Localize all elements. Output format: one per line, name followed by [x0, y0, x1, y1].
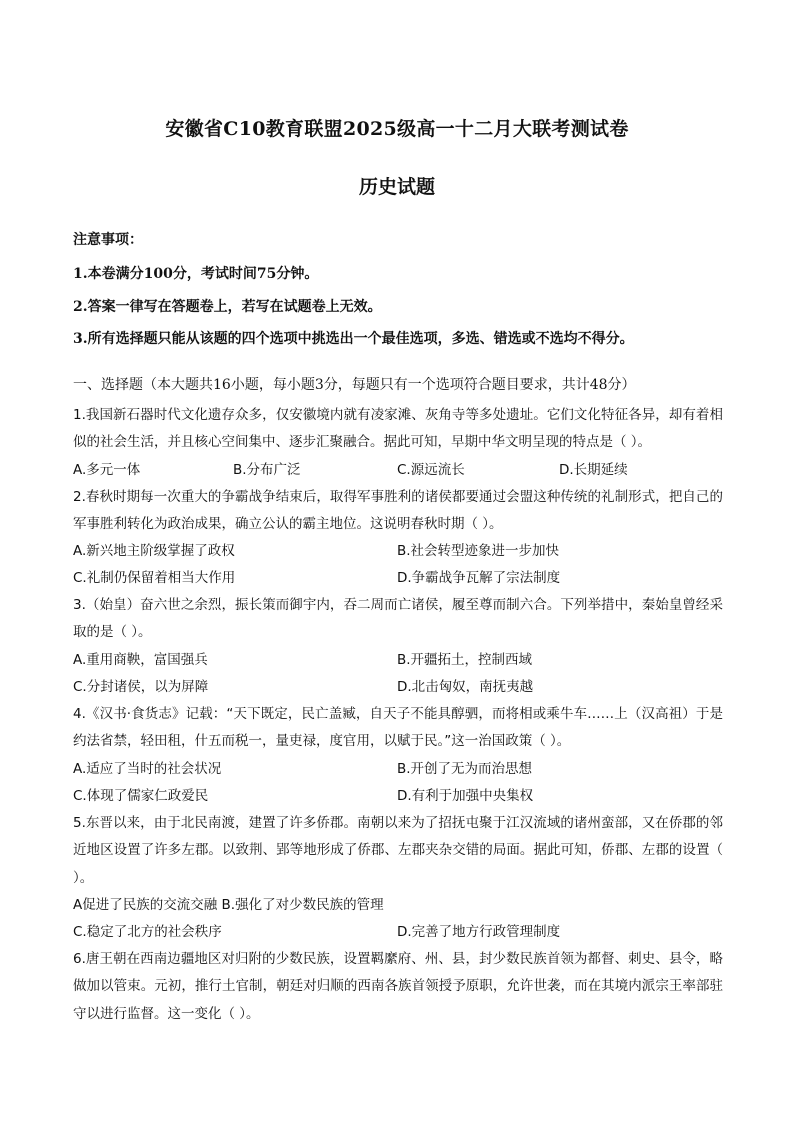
notice-item-2: 2.答案一律写在答题卷上，若写在试题卷上无效。 [73, 299, 382, 315]
question-1-option-c: C.源远流长 [397, 462, 465, 478]
question-3-options-row2 [73, 674, 723, 701]
question-1-option-a: A.多元一体 [73, 462, 141, 478]
question-3-stem: 3.（始皇）奋六世之余烈，振长策而御宇内，吞二周而亡诸侯，履至尊而制六合。下列举措中，秦始皇曾经采取的是（ ）。 [73, 597, 723, 641]
question-4-stem: 4.《汉书·食货志》记载：“天下既定，民亡盖臧，自天子不能具醇驷，而将相或乘牛车……上（汉高祖）于是约法省禁，轻田租，什五而税一，量吏禄，度官用，以赋于民。”这一治国政策（ ）。 [73, 706, 723, 750]
question-4-option-a: A.适应了当时的社会状况 [73, 761, 222, 777]
question-5-option-a-b: A促进了民族的交流交融 B.强化了对少数民族的管理 [73, 897, 384, 913]
notice-item-3: 3.所有选择题只能从该题的四个选项中挑选出一个最佳选项，多选、错选或不选均不得分。 [73, 331, 634, 347]
question-4-option-d: D.有利于加强中央集权 [397, 788, 534, 804]
question-1-option-d: D.长期延续 [559, 462, 628, 478]
question-4-options-row2 [73, 783, 723, 810]
question-4-option-b: B.开创了无为而治思想 [397, 761, 533, 777]
question-5-option-d: D.完善了地方行政管理制度 [397, 924, 561, 940]
subject-title: 历史试题 [358, 176, 435, 198]
question-1-option-b: B.分布广泛 [233, 462, 301, 478]
question-5-options-row1 [73, 892, 723, 919]
question-1-stem: 1.我国新石器时代文化遗存众多，仅安徽境内就有凌家滩、灰角寺等多处遗址。它们文化特征各异，却有着相似的社会生活，并且核心空间集中、逐步汇聚融合。据此可知，早期中华文明呈现的特点是（ ）。 [73, 407, 723, 451]
question-2-stem: 2.春秋时期每一次重大的争霸战争结束后，取得军事胜利的诸侯都要通过会盟这种传统的礼制形式，把自己的军事胜利转化为政治成果，确立公认的霸主地位。这说明春秋时期（ ）。 [73, 489, 723, 533]
question-5-options-row2 [73, 919, 723, 946]
question-3-option-b: B.开疆拓土，控制西域 [397, 652, 533, 668]
exam-title: 安徽省C10教育联盟2025级高一十二月大联考测试卷 [165, 118, 629, 140]
question-3-option-c: C.分封诸侯，以为屏障 [73, 679, 209, 695]
question-1-options [73, 457, 723, 484]
question-2-options-row2 [73, 565, 723, 592]
question-2-option-c: C.礼制仍保留着相当大作用 [73, 570, 236, 586]
question-3-options-row1 [73, 647, 723, 674]
question-3-option-a: A.重用商鞅，富国强兵 [73, 652, 208, 668]
question-4-options-row1 [73, 756, 723, 783]
question-2-option-b: B.社会转型迹象进一步加快 [397, 543, 560, 559]
question-2-option-a: A.新兴地主阶级掌握了政权 [73, 543, 235, 559]
question-5-stem: 5.东晋以来，由于北民南渡，建置了许多侨郡。南朝以来为了招抚屯聚于江汉流域的诸州蛮部，又在侨郡的邻近地区设置了许多左郡。以致荆、郢等地形成了侨郡、左郡夹杂交错的局面。据此可知，侨郡、左郡的设置（ ）。 [73, 815, 723, 886]
question-4-option-c: C.体现了儒家仁政爱民 [73, 788, 209, 804]
question-5-option-c: C.稳定了北方的社会秩序 [73, 924, 222, 940]
question-2-options-row1 [73, 538, 723, 565]
question-3-option-d: D.北击匈奴，南抚夷越 [397, 679, 534, 695]
notice-item-1: 1.本卷满分100分，考试时间75分钟。 [73, 266, 319, 282]
notice-heading: 注意事项： [73, 232, 143, 248]
section-heading: 一、选择题（本大题共16小题，每小题3分，每题只有一个选项符合题目要求，共计48分） [73, 377, 636, 393]
question-2-option-d: D.争霸战争瓦解了宗法制度 [397, 570, 561, 586]
question-6-stem: 6.唐王朝在西南边疆地区对归附的少数民族，设置羁縻府、州、县，封少数民族首领为都督、刺史、县令，略做加以管束。元初，推行土官制，朝廷对归顺的西南各族首领授予原职，允许世袭，而在其境内派宗王率部驻守以进行监督。这一变化（ ）。 [73, 951, 723, 1022]
